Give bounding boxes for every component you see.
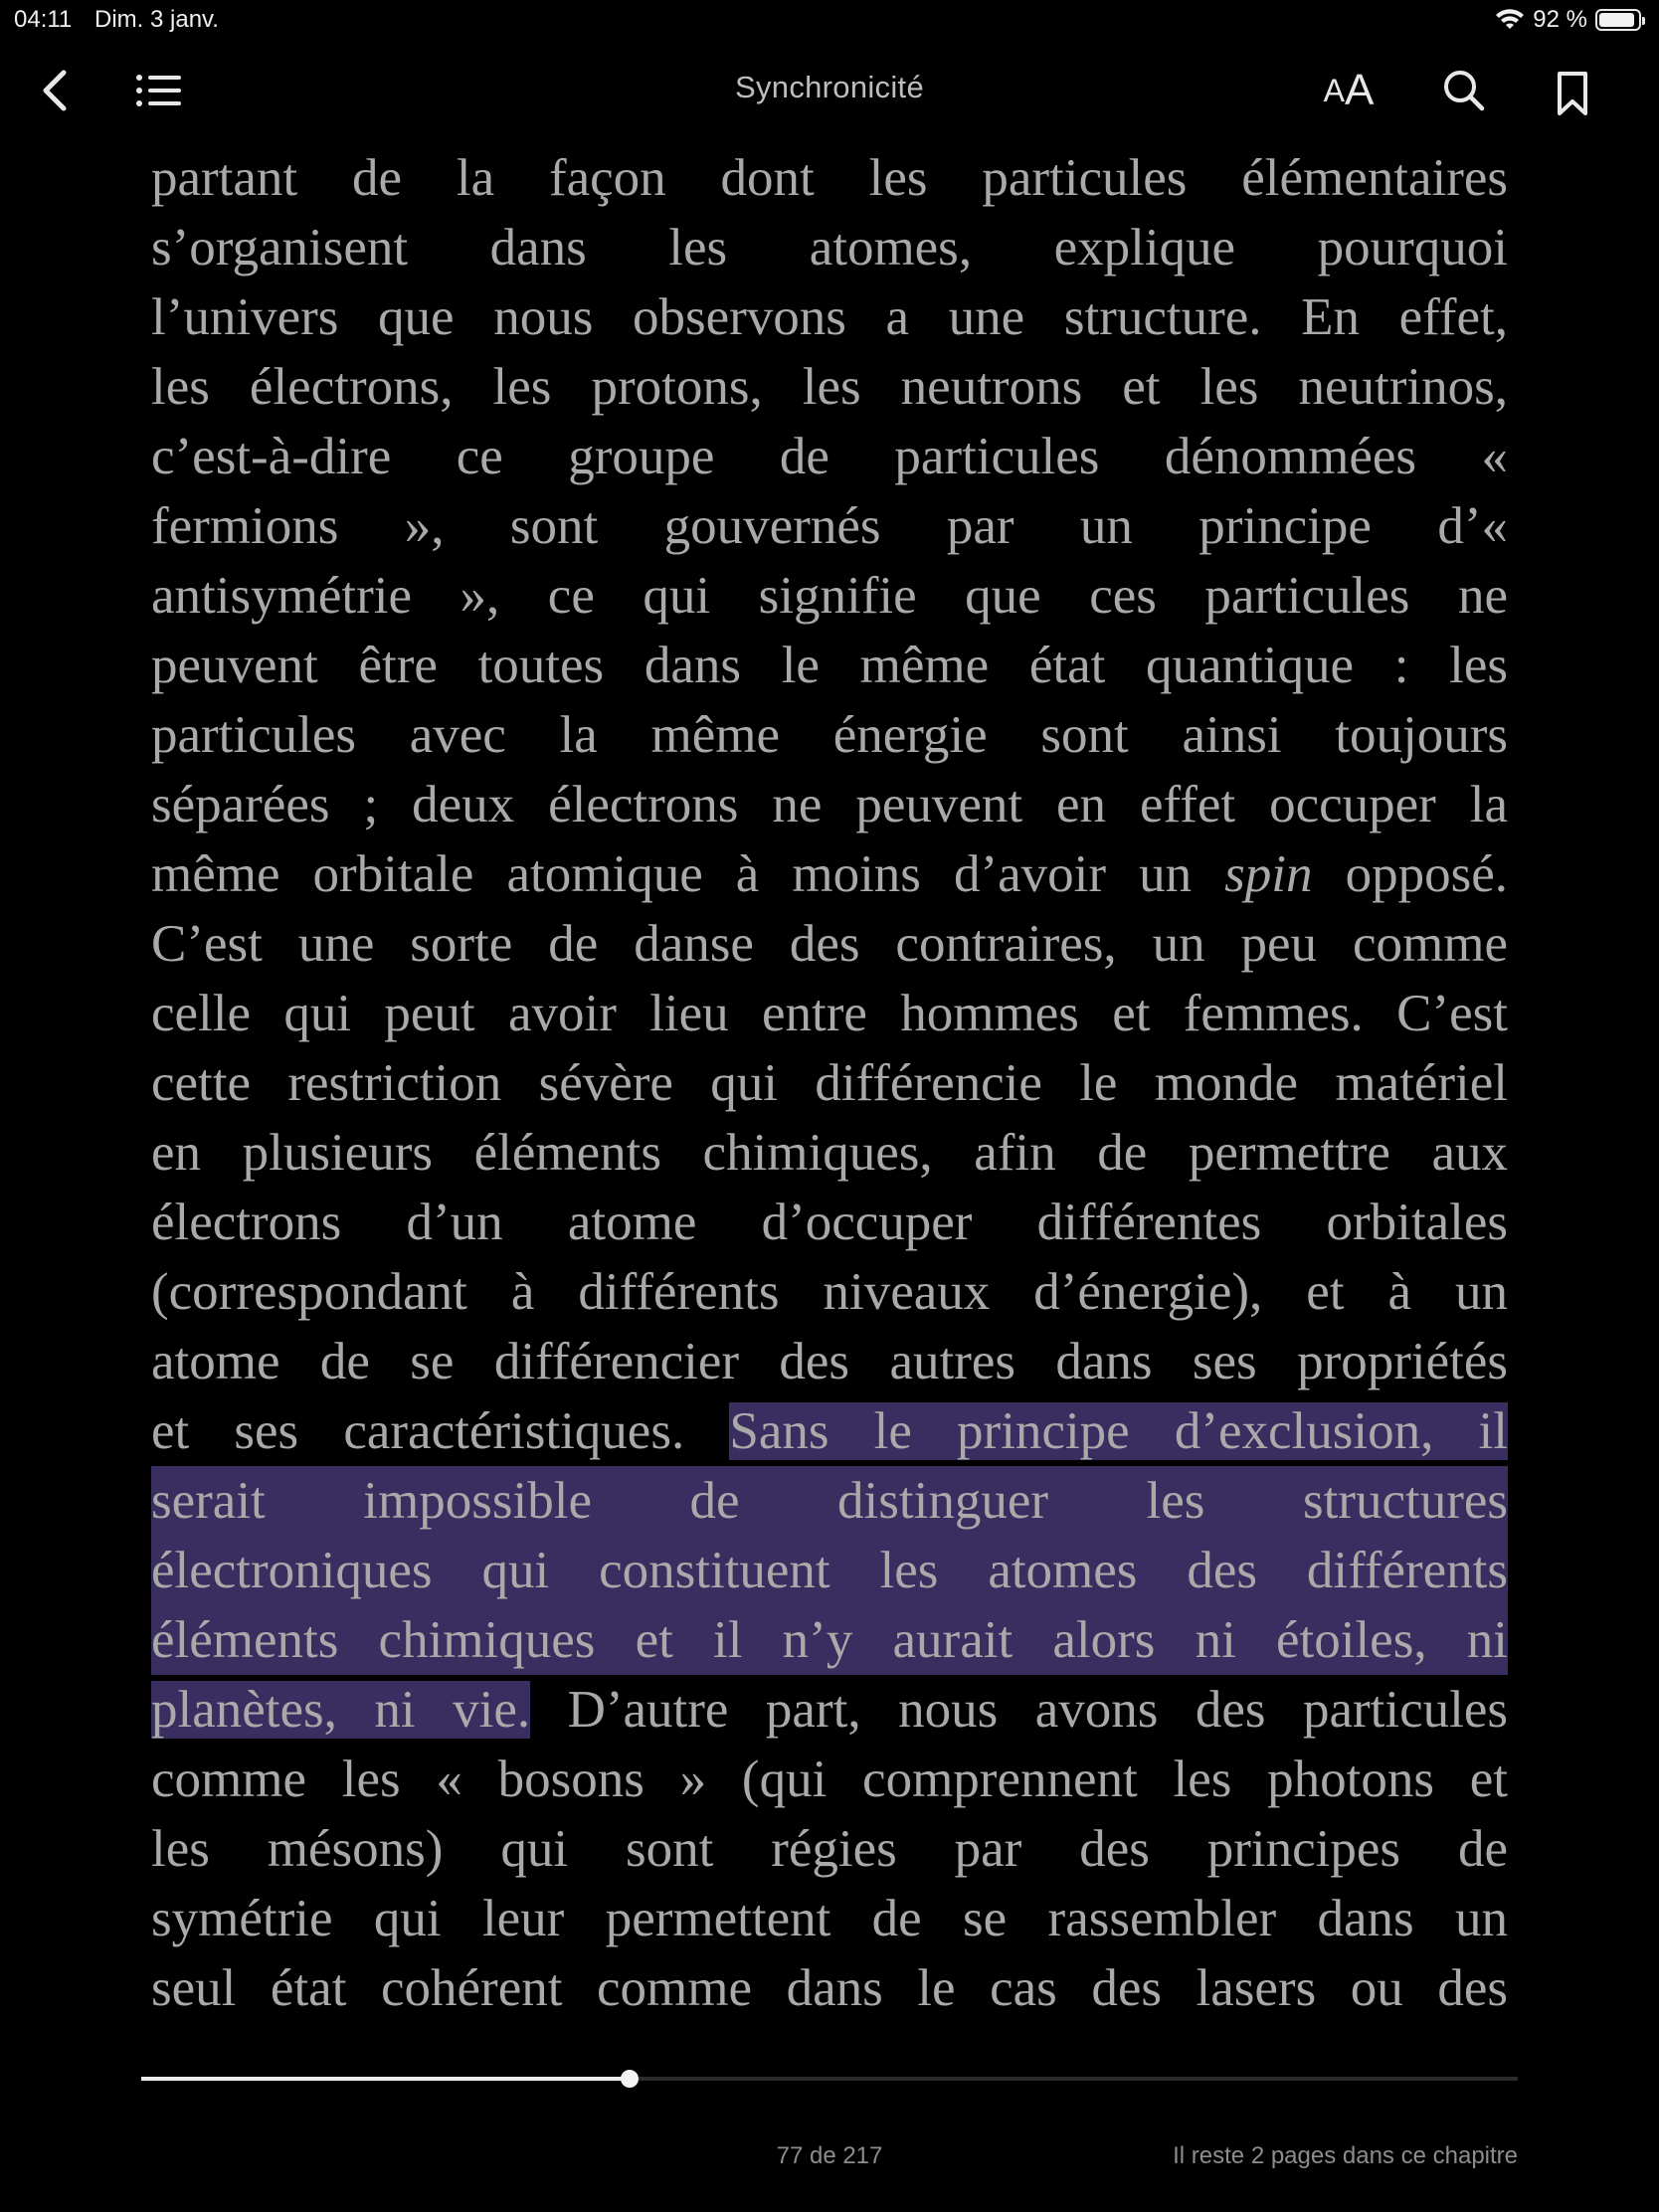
text-line: s’organisent dans les atomes, explique pourquoi <box>151 219 1508 276</box>
text-line: cette restriction sévère qui différencie le monde matériel <box>151 1054 1508 1112</box>
text-segment: opposé. <box>1312 845 1508 903</box>
progress-knob[interactable] <box>621 2070 639 2088</box>
italic-word: spin <box>1224 845 1313 903</box>
highlighted-text-line[interactable]: serait impossible de distinguer les structures <box>151 1466 1508 1536</box>
bookmark-button[interactable] <box>1550 66 1595 121</box>
font-size-button[interactable] <box>1313 66 1384 115</box>
text-line: atome de se différencier des autres dans ses propriétés <box>151 1333 1508 1390</box>
text-line: comme les « bosons » (qui comprennent les photons et <box>151 1751 1508 1808</box>
text-line: C’est une sorte de danse des contraires, un peu comme <box>151 915 1508 973</box>
text-line: électrons d’un atome d’occuper différentes orbitales <box>151 1194 1508 1251</box>
highlighted-text-line[interactable]: éléments chimiques et il n’y aurait alors ni étoiles, ni <box>151 1605 1508 1675</box>
text-segment: D’autre part, nous avons des particules <box>530 1681 1508 1739</box>
bookmark-icon <box>1556 70 1589 117</box>
status-time: 04:11 <box>14 6 73 33</box>
font-large-glyph: A <box>1344 66 1375 114</box>
text-line: particules avec la même énergie sont ainsi toujours <box>151 706 1508 764</box>
text-line: symétrie qui leur permettent de se rassembler dans un <box>151 1890 1508 1947</box>
book-title: Synchronicité <box>735 70 924 104</box>
highlighted-text-line[interactable]: électroniques qui constituent les atomes des différents <box>151 1536 1508 1605</box>
text-line <box>151 1675 1508 1745</box>
reader-toolbar <box>0 50 1659 129</box>
text-line: fermions », sont gouvernés par un principe d’« <box>151 497 1508 555</box>
status-right <box>1495 6 1641 34</box>
text-line <box>151 1396 1508 1466</box>
chapter-remaining: Il reste 2 pages dans ce chapitre <box>1173 2142 1518 2169</box>
text-line: (correspondant à différents niveaux d’énergie), et à un <box>151 1263 1508 1321</box>
text-line: celle qui peut avoir lieu entre hommes et femmes. C’est <box>151 985 1508 1042</box>
progress-fill <box>141 2077 630 2081</box>
text-line: les mésons) qui sont régies par des principes de <box>151 1820 1508 1878</box>
font-small-glyph: A <box>1323 72 1345 108</box>
book-page-text[interactable] <box>151 143 1508 2023</box>
highlighted-text[interactable]: planètes, ni vie. <box>151 1681 531 1739</box>
text-line: partant de la façon dont les particules élémentaires <box>151 149 1508 207</box>
text-segment: et ses caractéristiques. <box>151 1402 730 1460</box>
text-line: séparées ; deux électrons ne peuvent en effet occuper la <box>151 776 1508 833</box>
battery-fill <box>1599 13 1634 27</box>
battery-icon <box>1595 9 1641 31</box>
battery-percent: 92 % <box>1533 6 1587 33</box>
highlighted-text[interactable]: Sans le principe d’exclusion, il <box>729 1402 1508 1460</box>
search-button[interactable] <box>1436 66 1492 115</box>
wifi-icon <box>1495 9 1525 31</box>
text-line: seul état cohérent comme dans le cas des lasers ou des <box>151 1959 1508 2017</box>
text-line <box>151 839 1508 909</box>
text-line: c’est-à-dire ce groupe de particules dénommées « <box>151 428 1508 485</box>
text-line: en plusieurs éléments chimiques, afin de permettre aux <box>151 1124 1508 1182</box>
status-bar <box>0 0 1659 40</box>
text-line: peuvent être toutes dans le même état quantique : les <box>151 637 1508 694</box>
status-date: Dim. 3 janv. <box>94 6 219 33</box>
reading-progress-slider[interactable] <box>141 2077 1518 2081</box>
text-line: l’univers que nous observons a une structure. En effet, <box>151 288 1508 346</box>
text-line: les électrons, les protons, les neutrons et les neutrinos, <box>151 358 1508 416</box>
text-segment: même orbitale atomique à moins d’avoir un <box>151 845 1225 903</box>
page-indicator: 77 de 217 <box>776 2142 883 2169</box>
text-line: antisymétrie », ce qui signifie que ces particules ne <box>151 567 1508 625</box>
search-icon <box>1442 69 1486 112</box>
